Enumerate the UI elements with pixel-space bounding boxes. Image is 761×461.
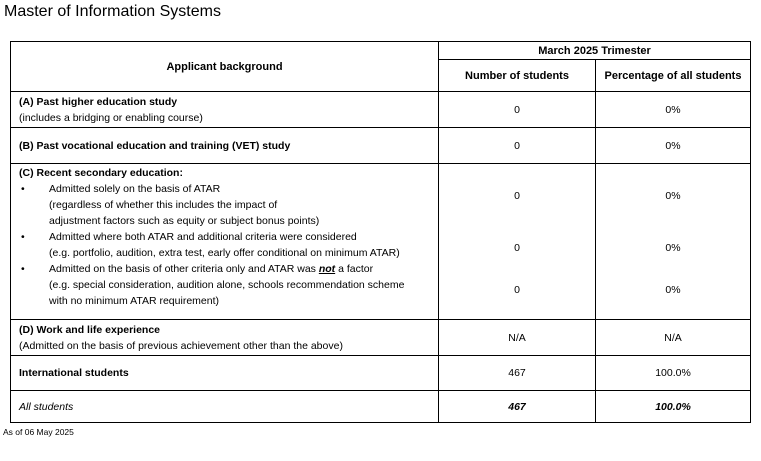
- row-b-students: 0: [439, 128, 596, 164]
- item-1-percentage: 0%: [665, 190, 681, 202]
- row-d-title: (D) Work and life experience: [19, 323, 161, 336]
- item-3-line-2: (e.g. special consideration, audition alone, schools recommendation scheme: [49, 279, 405, 291]
- row-past-higher-education: [11, 92, 751, 128]
- row-c-label: [11, 164, 439, 320]
- row-b-title: (B) Past vocational education and training (VET) study: [11, 128, 439, 164]
- row-d-students: N/A: [439, 320, 596, 356]
- students-column-header: Number of students: [439, 60, 596, 92]
- item-3-line-3: with no minimum ATAR requirement): [49, 295, 219, 307]
- row-d-subtitle: (Admitted on the basis of previous achievement other than the above): [19, 339, 343, 352]
- row-a-subtitle: (includes a bridging or enabling course): [19, 111, 203, 124]
- row-all-title: All students: [11, 391, 439, 423]
- header-row-trimester: [11, 42, 751, 60]
- row-a-percentage: 0%: [596, 92, 751, 128]
- item-3-line-1-post: a factor: [335, 263, 374, 275]
- row-c-percentage-cell: [596, 164, 751, 320]
- item-3-line-1-pre: Admitted on the basis of other criteria only and ATAR was: [49, 263, 319, 275]
- row-work-life-experience: [11, 320, 751, 356]
- bullet: •: [21, 231, 25, 243]
- list-item: [19, 181, 430, 229]
- row-a-title: (A) Past higher education study: [19, 95, 178, 108]
- item-3-line-1: [49, 261, 430, 277]
- applicant-background-header: Applicant background: [11, 42, 439, 92]
- row-all-students: [11, 391, 751, 423]
- percentage-column-header: Percentage of all students: [596, 60, 751, 92]
- item-1-line-2: (regardless of whether this includes the impact of: [49, 199, 278, 211]
- row-international-percentage: 100.0%: [596, 356, 751, 391]
- bullet: •: [21, 183, 25, 195]
- item-1-line-1: Admitted solely on the basis of ATAR: [49, 183, 221, 195]
- trimester-header: March 2025 Trimester: [439, 42, 751, 60]
- item-2-line-1: Admitted where both ATAR and additional criteria were considered: [49, 231, 357, 243]
- item-1-line-3: adjustment factors such as equity or subject bonus points): [49, 215, 320, 227]
- row-international-title: International students: [11, 356, 439, 391]
- row-d-label: [11, 320, 439, 356]
- list-item: [19, 261, 430, 309]
- row-recent-secondary: [11, 164, 751, 320]
- row-all-students-count: 467: [439, 391, 596, 423]
- list-item: [19, 229, 430, 261]
- page-title: Master of Information Systems: [4, 3, 221, 20]
- item-3-emphasis: not: [318, 263, 336, 275]
- row-international-students: 467: [439, 356, 596, 391]
- row-a-label: [11, 92, 439, 128]
- item-2-percentage: 0%: [665, 242, 681, 254]
- row-a-students: 0: [439, 92, 596, 128]
- footnote-date: As of 06 May 2025: [3, 427, 74, 437]
- row-all-percentage: 100.0%: [596, 391, 751, 423]
- item-3-students: 0: [514, 284, 520, 296]
- item-2-line-2: (e.g. portfolio, audition, extra test, early offer conditional on minimum ATAR): [49, 247, 400, 259]
- row-past-vet: [11, 128, 751, 164]
- row-c-title: (C) Recent secondary education:: [19, 167, 183, 179]
- row-d-percentage: N/A: [596, 320, 751, 356]
- bullet: •: [21, 263, 25, 275]
- item-3-percentage: 0%: [665, 284, 681, 296]
- item-2-students: 0: [514, 242, 520, 254]
- item-1-students: 0: [514, 190, 520, 202]
- row-b-percentage: 0%: [596, 128, 751, 164]
- admissions-table: [10, 41, 751, 423]
- row-international: [11, 356, 751, 391]
- row-c-students-cell: [439, 164, 596, 320]
